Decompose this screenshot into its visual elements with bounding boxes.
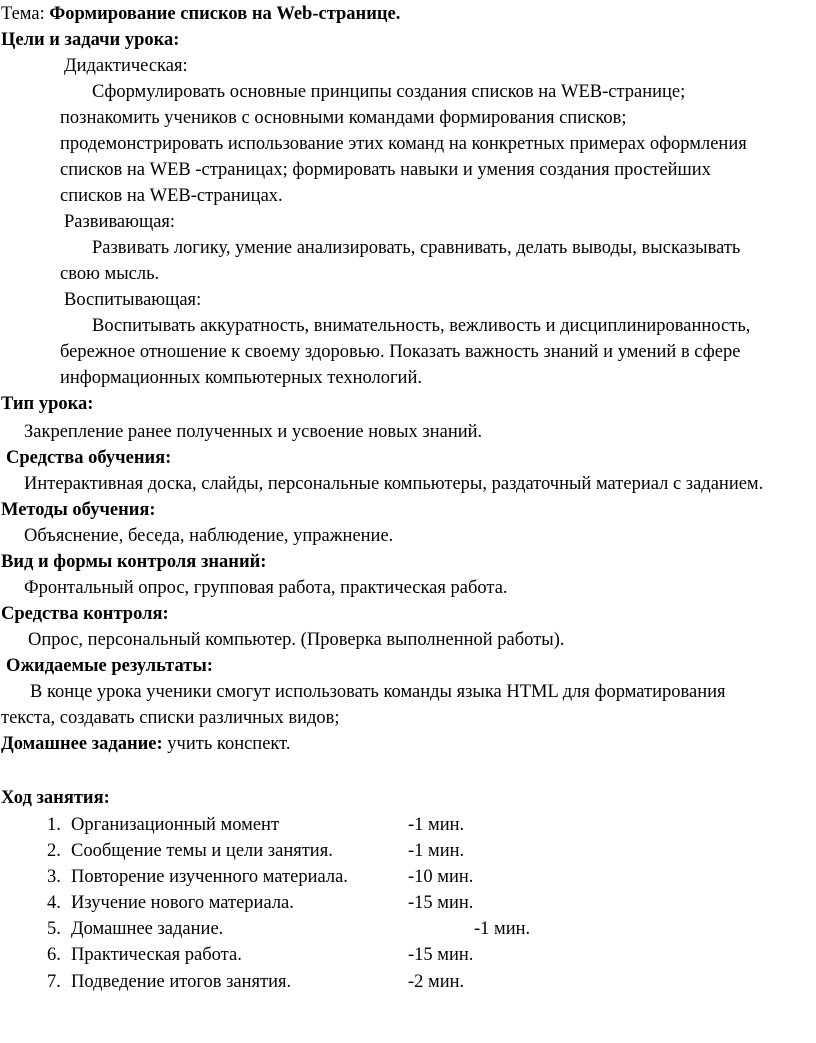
- didactic-line-5: списков на WEB-страницах.: [60, 186, 283, 206]
- didactic-line-4: списков на WEB -страницах; формировать навыки и умения создания простейших: [60, 160, 711, 180]
- step-duration: -10 мин.: [408, 867, 474, 888]
- control-tools-text: Опрос, персональный компьютер. (Проверка выполненной работы).: [28, 630, 565, 650]
- tools-heading: Средства обучения:: [6, 448, 172, 468]
- didactic-line-1: Сформулировать основные принципы создания списков на WEB-странице;: [92, 82, 686, 102]
- step-text: Домашнее задание.: [71, 919, 224, 940]
- step-duration: -2 мин.: [408, 971, 465, 992]
- step-text: Практическая работа.: [71, 945, 242, 966]
- step-text: Подведение итогов занятия.: [71, 971, 292, 992]
- step-duration: -1 мин.: [474, 919, 531, 940]
- methods-text: Объяснение, беседа, наблюдение, упражнение.: [24, 526, 394, 546]
- step-number: 2.: [47, 841, 61, 862]
- educational-line-2: бережное отношение к своему здоровью. Показать важность знаний и умений в сфере: [60, 342, 741, 362]
- homework-text: учить конспект.: [167, 734, 291, 754]
- step-duration: -1 мин.: [408, 841, 465, 862]
- expected-line-2: текста, создавать списки различных видов;: [1, 708, 340, 728]
- didactic-line-3: продемонстрировать использование этих команд на конкретных примерах оформления: [60, 134, 747, 154]
- control-forms-text: Фронтальный опрос, групповая работа, практическая работа.: [24, 578, 508, 598]
- step-number: 5.: [47, 919, 61, 940]
- homework-label: Домашнее задание:: [1, 734, 163, 754]
- developing-label: Развивающая:: [64, 212, 176, 232]
- step-number: 7.: [47, 971, 61, 992]
- step-duration: -15 мин.: [408, 945, 474, 966]
- control-tools-heading: Средства контроля:: [1, 604, 169, 624]
- step-number: 1.: [47, 815, 61, 835]
- lesson-type-text: Закрепление ранее полученных и усвоение новых знаний.: [24, 422, 483, 442]
- educational-line-1: Воспитывать аккуратность, внимательность, вежливость и дисциплинированность,: [92, 316, 751, 336]
- topic-label: Тема:: [1, 4, 45, 24]
- didactic-label: Дидактическая:: [64, 56, 188, 76]
- educational-line-3: информационных компьютерных технологий.: [60, 368, 422, 388]
- step-duration: -1 мин.: [408, 815, 465, 835]
- topic-line: [1, 1, 400, 27]
- control-forms-heading: Вид и формы контроля знаний:: [1, 552, 267, 572]
- tools-text: Интерактивная доска, слайды, персональные компьютеры, раздаточный материал с заданием.: [24, 474, 764, 494]
- homework-line: [1, 731, 290, 757]
- developing-line-1: Развивать логику, умение анализировать, сравнивать, делать выводы, высказывать: [92, 238, 741, 258]
- methods-heading: Методы обучения:: [1, 500, 156, 520]
- expected-heading: Ожидаемые результаты:: [6, 656, 213, 676]
- topic-title: Формирование списков на Web-странице.: [49, 4, 401, 24]
- step-text: Повторение изученного материала.: [71, 867, 348, 888]
- expected-line-1: В конце урока ученики смогут использовать команды языка HTML для форматирования: [30, 682, 726, 702]
- step-number: 4.: [47, 893, 61, 914]
- step-number: 6.: [47, 945, 61, 966]
- step-number: 3.: [47, 867, 61, 888]
- step-text: Изучение нового материала.: [71, 893, 294, 914]
- didactic-line-2: познакомить учеников с основными командами формирования списков;: [60, 108, 627, 128]
- step-text: Сообщение темы и цели занятия.: [71, 841, 333, 862]
- developing-line-2: свою мысль.: [60, 264, 160, 284]
- progress-heading: Ход занятия:: [1, 788, 110, 808]
- goals-heading: Цели и задачи урока:: [1, 30, 180, 50]
- step-duration: -15 мин.: [408, 893, 474, 914]
- lesson-type-heading: Тип урока:: [1, 394, 94, 414]
- step-text: Организационный момент: [71, 815, 280, 835]
- educational-label: Воспитывающая:: [64, 290, 202, 310]
